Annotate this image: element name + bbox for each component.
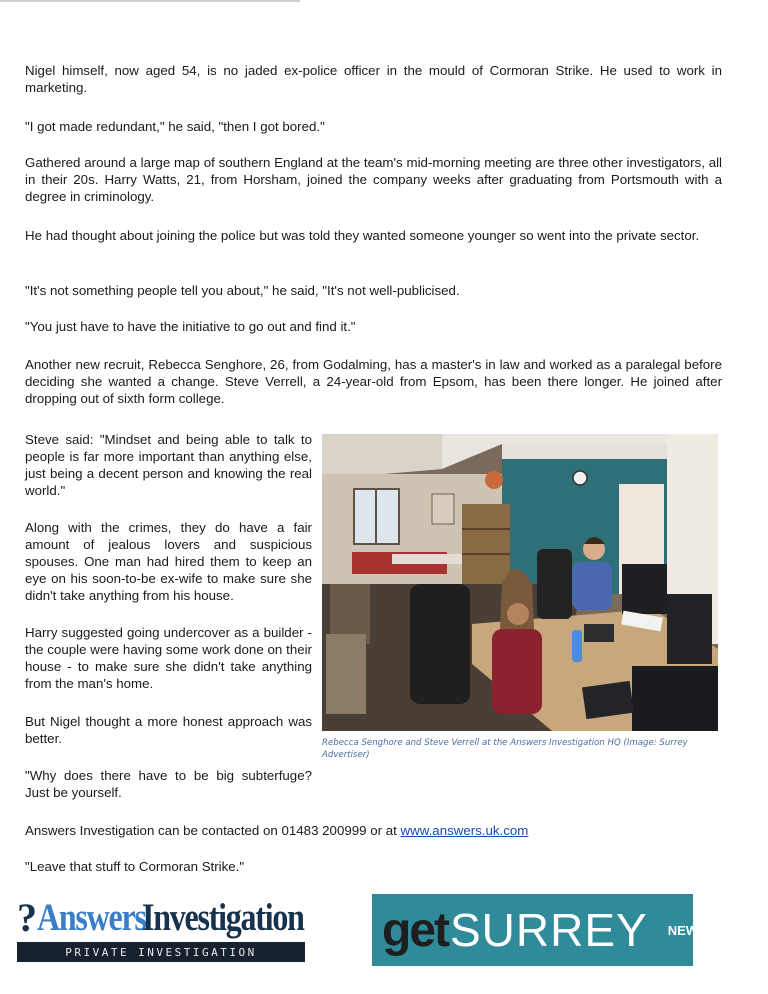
paragraph: "It's not something people tell you about," he said, "It's not well-publicised. [25,283,460,298]
paragraph: Another new recruit, Rebecca Senghore, 26, from Godalming, has a master's in law and worked as a paralegal before deciding she wanted a change. Steve Verrell, a 24-year-old from Epsom, has been there longer. He joined after dropping out of sixth form college. [25,357,722,406]
paragraph: Harry suggested going undercover as a builder - the couple were having some work done on their house - to make sure she didn't take anything from the man's home. [25,625,312,691]
paragraph: Gathered around a large map of southern England at the team's mid-morning meeting are three other investigators, all in their 20s. Harry Watts, 21, from Horsham, joined the company weeks after graduating from Portsmouth with a degree in criminology. [25,155,722,204]
scan-edge-line [0,0,300,2]
website-link[interactable]: www.answers.uk.com [400,823,529,838]
question-mark-logo-icon: ? [17,895,37,940]
paragraph: But Nigel thought a more honest approach was better. [25,714,312,746]
paragraph: "Leave that stuff to Cormoran Strike." [25,859,245,874]
logo-word-surrey: SURREY [450,904,648,956]
logo-word-answers: Answers [37,896,146,939]
paragraph: Along with the crimes, they do have a fair amount of jealous lovers and suspicious spouses. One man had hired them to keep an eye on his soon-to-be ex-wife to make sure she didn't take anything from his house. [25,520,312,603]
photo-figure [322,434,718,761]
office-photo [322,434,718,731]
logo-tagline: PRIVATE INVESTIGATION [17,942,305,962]
paragraph: Steve said: "Mindset and being able to talk to people is far more important than anything else, just being a decent person and knowing the real world." [25,432,312,498]
paragraph: "Why does there have to be big subterfuge? Just be yourself. [25,768,312,800]
logo-word-news: NEWS [667,922,707,938]
paragraph: "You just have to have the initiative to go out and find it." [25,319,356,334]
getsurrey-news-logo [372,894,707,966]
contact-text: Answers Investigation can be contacted on 01483 200999 or at [25,823,401,838]
contact-paragraph [25,822,722,839]
paragraph: Nigel himself, now aged 54, is no jaded ex-police officer in the mould of Cormoran Strike. He used to work in marketing. [25,63,722,95]
logo-word-get: get [382,903,448,957]
logo-word-investigation: Investigation [141,896,304,939]
photo-caption: Rebecca Senghore and Steve Verrell at the Answers Investigation HQ (Image: Surrey Advertiser) [322,738,688,760]
answers-investigation-logo [17,890,307,968]
paragraph: "I got made redundant," he said, "then I got bored." [25,119,325,134]
paragraph: He had thought about joining the police but was told they wanted someone younger so went into the private sector. [25,228,700,243]
